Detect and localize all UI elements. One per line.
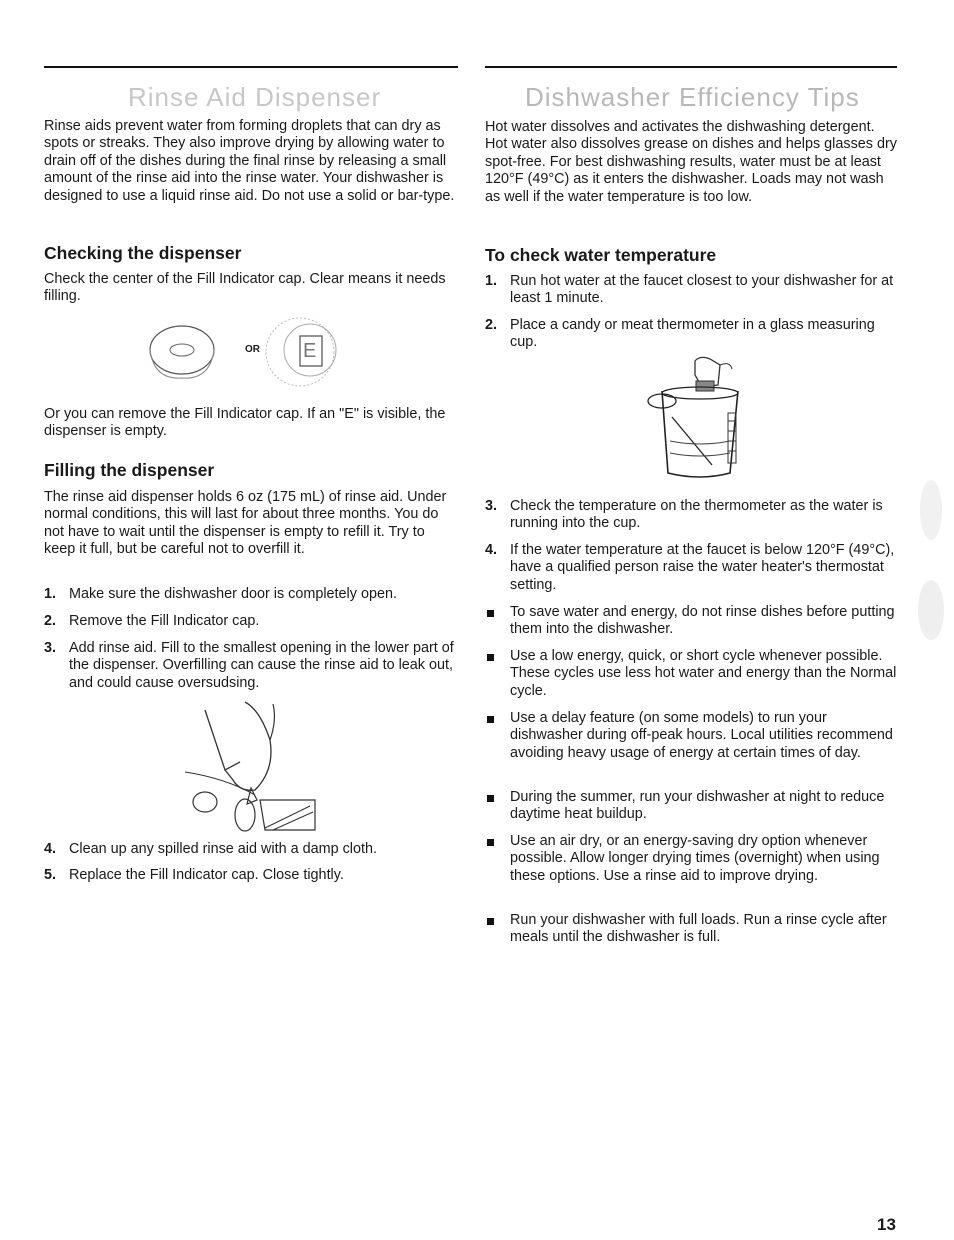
thermometer-cup-illustration [640, 355, 750, 480]
list-item [485, 912, 897, 947]
step-text: Replace the Fill Indicator cap. Close tightly. [69, 867, 344, 883]
pouring-rinse-aid-illustration [185, 700, 320, 835]
list-item [44, 613, 458, 630]
step-text: Clean up any spilled rinse aid with a damp cloth. [69, 841, 377, 857]
step-number: 1. [44, 586, 57, 602]
tip-text: During the summer, run your dishwasher at night to reduce daytime heat buildup. [510, 789, 885, 823]
tip-text: To save water and energy, do not rinse dishes before putting them into the dishwasher. [510, 604, 895, 638]
tip-text: Use an air dry, or an energy-saving dry option whenever possible. Allow longer drying times (overnight) when using these options. Use a rinse aid to improve drying. [510, 833, 880, 884]
list-item [485, 542, 897, 594]
bullet-icon [485, 912, 510, 947]
list-item [44, 867, 458, 884]
list-item [485, 710, 897, 762]
step-text: If the water temperature at the faucet is below 120°F (49°C), have a qualified person raise the water heater's thermostat setting. [510, 542, 895, 593]
step-text: Run hot water at the faucet closest to your dishwasher for at least 1 minute. [510, 273, 894, 307]
bullet-icon [485, 648, 510, 700]
rinse-aid-intro: Rinse aids prevent water from forming droplets that can dry as spots or streaks. They also improve drying by allowing water to drain off of the dishes during the final rinse by releasing a small amount of the rinse aid into the rinse water. Your dishwasher is designed to use a liquid rinse aid. Do not use a solid or bar-type. [44, 118, 455, 204]
bullet-icon [485, 789, 510, 824]
right-header-rule [485, 66, 897, 68]
list-item [485, 273, 897, 308]
list-item [44, 640, 458, 692]
bullet-icon [485, 604, 510, 639]
bullet-icon [485, 833, 510, 885]
list-item [485, 833, 897, 885]
list-item [44, 586, 458, 603]
step-number: 2. [485, 317, 498, 333]
tip-text: Run your dishwasher with full loads. Run a rinse cycle after meals until the dishwasher is full. [510, 912, 887, 946]
left-header-rule [44, 66, 458, 68]
list-item [485, 317, 897, 352]
step-number: 3. [44, 640, 57, 656]
list-item [485, 604, 897, 639]
list-item [485, 648, 897, 700]
step-number: 1. [485, 273, 498, 289]
check-water-temperature-heading: To check water temperature [485, 245, 717, 265]
remove-cap-text: Or you can remove the Fill Indicator cap. If an "E" is visible, the dispenser is empty. [44, 406, 446, 440]
filling-dispenser-text: The rinse aid dispenser holds 6 oz (175 mL) of rinse aid. Under normal conditions, this will last for about three months. You do not have to wait until the dispenser is empty to refill it. Try to keep it full, but be careful not to overfill it. [44, 489, 447, 558]
page-number: 13 [877, 1215, 896, 1234]
or-label: OR [245, 344, 260, 355]
step-number: 3. [485, 498, 498, 514]
tip-text: Use a low energy, quick, or short cycle whenever possible. These cycles use less hot water and energy than the Normal cycle. [510, 648, 897, 699]
e-indicator-label: E [303, 340, 317, 362]
list-item [485, 498, 897, 533]
step-number: 2. [44, 613, 57, 629]
step-number: 4. [485, 542, 498, 558]
step-number: 5. [44, 867, 57, 883]
bullet-icon [485, 710, 510, 762]
step-number: 4. [44, 841, 57, 857]
list-item [485, 789, 897, 824]
filling-dispenser-heading: Filling the dispenser [44, 460, 215, 480]
checking-dispenser-text: Check the center of the Fill Indicator cap. Clear means it needs filling. [44, 271, 446, 305]
step-text: Place a candy or meat thermometer in a glass measuring cup. [510, 317, 875, 351]
step-text: Check the temperature on the thermometer as the water is running into the cup. [510, 498, 883, 532]
step-text: Add rinse aid. Fill to the smallest opening in the lower part of the dispenser. Overfilling can cause the rinse aid to leak out, and could cause oversudsing. [69, 640, 454, 691]
tip-text: Use a delay feature (on some models) to run your dishwasher during off-peak hours. Local utilities recommend avoiding heavy usage of energy at certain times of day. [510, 710, 893, 761]
step-text: Make sure the dishwasher door is completely open. [69, 586, 397, 602]
scan-smudge [918, 580, 944, 640]
step-text: Remove the Fill Indicator cap. [69, 613, 260, 629]
efficiency-intro: Hot water dissolves and activates the dishwashing detergent. Hot water also dissolves grease on dishes and helps glasses dry spot-free. For best dishwashing results, water must be at least 120°F (49°C) as it enters the dishwasher. Loads may not wash as well if the water temperature is too low. [485, 119, 897, 205]
checking-dispenser-heading: Checking the dispenser [44, 243, 242, 263]
fill-indicator-cap-illustration [140, 310, 370, 400]
list-item [44, 841, 458, 858]
right-section-title: Dishwasher Efficiency Tips [525, 82, 860, 112]
left-section-title: Rinse Aid Dispenser [128, 82, 382, 112]
scan-smudge [920, 480, 942, 540]
